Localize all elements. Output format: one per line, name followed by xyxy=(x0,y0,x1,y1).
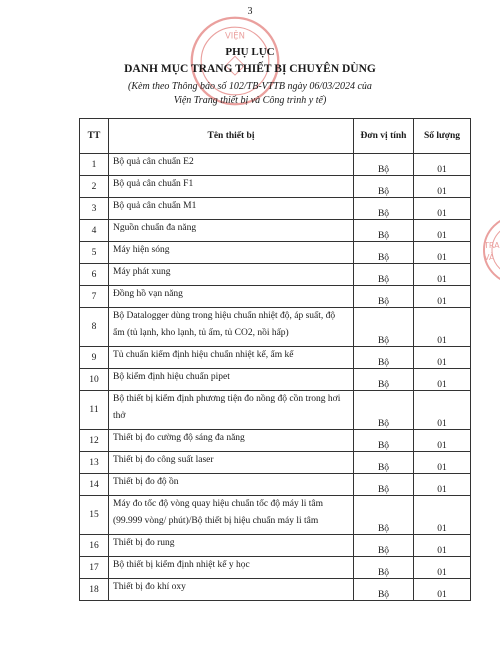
table-row xyxy=(80,264,471,286)
appendix-title: PHỤ LỤC xyxy=(225,46,275,58)
unit-cell: Bộ xyxy=(354,452,414,474)
quantity-cell: 01 xyxy=(414,369,471,391)
unit-cell: Bộ xyxy=(354,198,414,220)
quantity-cell: 01 xyxy=(414,579,471,601)
table-row xyxy=(80,391,471,430)
unit-cell: Bộ xyxy=(354,176,414,198)
document-subtitle-line1: (Kèm theo Thông báo số 102/TB-VTTB ngày 06/03/2024 của xyxy=(128,81,372,92)
unit-cell: Bộ xyxy=(354,579,414,601)
equipment-name: Máy đo tốc độ vòng quay hiệu chuẩn tốc độ máy li tâm (99.999 vòng/ phút)/Bộ thiết bị hiệu chuẩn máy li tâm xyxy=(109,496,354,535)
quantity-cell: 01 xyxy=(414,286,471,308)
equipment-name: Tủ chuẩn kiểm định hiệu chuẩn nhiệt kế, ẩm kế xyxy=(109,347,354,369)
page-number: 3 xyxy=(247,6,253,17)
unit-cell: Bộ xyxy=(354,308,414,347)
equipment-name: Bộ Datalogger dùng trong hiệu chuẩn nhiệt độ, áp suất, độ ẩm (tủ lạnh, kho lạnh, tủ ấm, tủ CO2, nồi hấp) xyxy=(109,308,354,347)
table-row xyxy=(80,286,471,308)
quantity-cell: 01 xyxy=(414,452,471,474)
quantity-cell: 01 xyxy=(414,557,471,579)
unit-cell: Bộ xyxy=(354,535,414,557)
unit-cell: Bộ xyxy=(354,369,414,391)
unit-cell: Bộ xyxy=(354,557,414,579)
row-number: 6 xyxy=(80,264,109,286)
document-title: DANH MỤC TRANG THIẾT BỊ CHUYÊN DÙNG xyxy=(124,63,376,75)
header-tt: TT xyxy=(80,119,109,154)
svg-text:VÀ: VÀ xyxy=(484,253,495,262)
quantity-cell: 01 xyxy=(414,242,471,264)
quantity-cell: 01 xyxy=(414,430,471,452)
table-row xyxy=(80,369,471,391)
table-row xyxy=(80,242,471,264)
row-number: 16 xyxy=(80,535,109,557)
row-number: 3 xyxy=(80,198,109,220)
row-number: 13 xyxy=(80,452,109,474)
row-number: 15 xyxy=(80,496,109,535)
unit-cell: Bộ xyxy=(354,154,414,176)
table-row xyxy=(80,176,471,198)
row-number: 10 xyxy=(80,369,109,391)
row-number: 14 xyxy=(80,474,109,496)
header-qty: Số lượng xyxy=(414,119,471,154)
quantity-cell: 01 xyxy=(414,347,471,369)
row-number: 8 xyxy=(80,308,109,347)
unit-cell: Bộ xyxy=(354,286,414,308)
row-number: 17 xyxy=(80,557,109,579)
table-row xyxy=(80,474,471,496)
unit-cell: Bộ xyxy=(354,474,414,496)
svg-text:VIỆN: VIỆN xyxy=(225,30,245,41)
table-row xyxy=(80,198,471,220)
equipment-name: Bộ kiểm định hiệu chuẩn pipet xyxy=(109,369,354,391)
table-row xyxy=(80,579,471,601)
table-row xyxy=(80,347,471,369)
unit-cell: Bộ xyxy=(354,242,414,264)
equipment-name: Bộ quả cân chuẩn E2 xyxy=(109,154,354,176)
header-name: Tên thiết bị xyxy=(109,119,354,154)
quantity-cell: 01 xyxy=(414,264,471,286)
equipment-name: Thiết bị đo rung xyxy=(109,535,354,557)
unit-cell: Bộ xyxy=(354,496,414,535)
red-seal-stamp-partial xyxy=(478,212,500,288)
row-number: 5 xyxy=(80,242,109,264)
svg-text:TRA: TRA xyxy=(484,241,500,250)
quantity-cell: 01 xyxy=(414,308,471,347)
quantity-cell: 01 xyxy=(414,154,471,176)
quantity-cell: 01 xyxy=(414,198,471,220)
equipment-name: Bộ quả cân chuẩn M1 xyxy=(109,198,354,220)
table-row xyxy=(80,535,471,557)
equipment-name: Bộ thiết bị kiểm định nhiệt kế y học xyxy=(109,557,354,579)
unit-cell: Bộ xyxy=(354,220,414,242)
row-number: 11 xyxy=(80,391,109,430)
row-number: 12 xyxy=(80,430,109,452)
equipment-table xyxy=(79,118,471,601)
row-number: 1 xyxy=(80,154,109,176)
equipment-name: Nguồn chuẩn đa năng xyxy=(109,220,354,242)
unit-cell: Bộ xyxy=(354,264,414,286)
equipment-name: Máy hiện sóng xyxy=(109,242,354,264)
quantity-cell: 01 xyxy=(414,496,471,535)
equipment-name: Thiết bị đo khí oxy xyxy=(109,579,354,601)
red-seal-stamp xyxy=(188,14,282,108)
row-number: 9 xyxy=(80,347,109,369)
equipment-name: Thiết bị đo độ ồn xyxy=(109,474,354,496)
table-row xyxy=(80,220,471,242)
table-row xyxy=(80,308,471,347)
equipment-name: Đồng hồ vạn năng xyxy=(109,286,354,308)
table-row xyxy=(80,496,471,535)
table-header-row xyxy=(80,119,471,154)
row-number: 2 xyxy=(80,176,109,198)
unit-cell: Bộ xyxy=(354,430,414,452)
header-unit: Đơn vị tính xyxy=(354,119,414,154)
table-row xyxy=(80,557,471,579)
equipment-name: Máy phát xung xyxy=(109,264,354,286)
equipment-name: Bộ thiết bị kiểm định phương tiện đo nồng độ cồn trong hơi thở xyxy=(109,391,354,430)
document-subtitle-line2: Viện Trang thiết bị và Công trình y tế) xyxy=(173,95,327,106)
unit-cell: Bộ xyxy=(354,391,414,430)
quantity-cell: 01 xyxy=(414,535,471,557)
table-row xyxy=(80,452,471,474)
quantity-cell: 01 xyxy=(414,391,471,430)
row-number: 4 xyxy=(80,220,109,242)
row-number: 7 xyxy=(80,286,109,308)
equipment-name: Thiết bị đo công suất laser xyxy=(109,452,354,474)
equipment-name: Bộ quả cân chuẩn F1 xyxy=(109,176,354,198)
equipment-name: Thiết bị đo cường độ sáng đa năng xyxy=(109,430,354,452)
table-row xyxy=(80,154,471,176)
unit-cell: Bộ xyxy=(354,347,414,369)
quantity-cell: 01 xyxy=(414,474,471,496)
quantity-cell: 01 xyxy=(414,176,471,198)
table-row xyxy=(80,430,471,452)
row-number: 18 xyxy=(80,579,109,601)
quantity-cell: 01 xyxy=(414,220,471,242)
